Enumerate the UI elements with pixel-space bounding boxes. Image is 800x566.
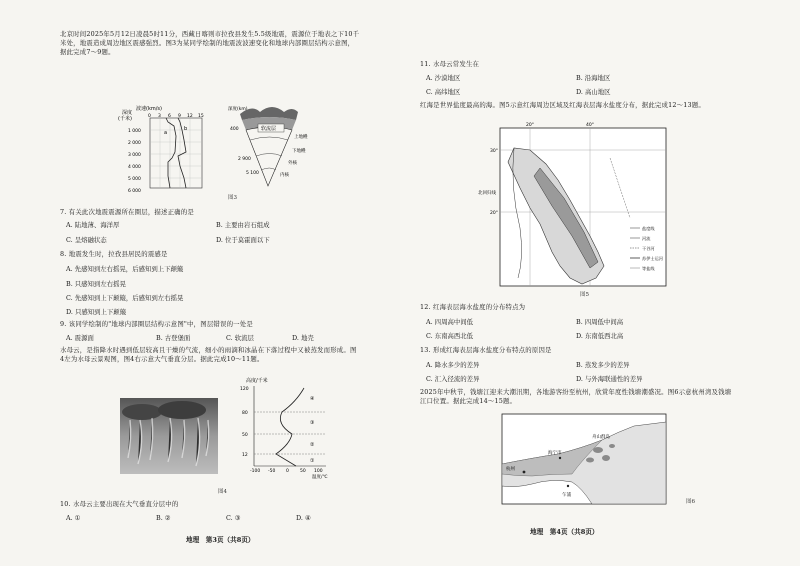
intro-q14-15: 2025年中秋节，钱塘江迎来大潮汛期，各地游客纷至杭州，欣赏年度性钱塘潮盛况。图6示意杭州湾及钱塘江口位置。据此完成14～15题。	[420, 388, 732, 405]
intro-q12-13: 红海是世界盐度最高的海。图5示意红海周边区域及红海表层海水盐度分布，据此完成12～13题。	[420, 101, 705, 109]
q8-stem: 8. 地震发生时，拉孜县居民的震感是	[60, 250, 168, 258]
curve-label-a: a	[164, 130, 168, 136]
x-tick-3: 9	[178, 114, 181, 119]
legend-isohaline: 等盐线	[642, 266, 655, 271]
q13-option-a[interactable]: A. 降水多少的差异	[426, 361, 480, 369]
layers-depth-label: 深度(km)	[228, 107, 248, 112]
red-sea-map	[478, 123, 666, 286]
q9-option-c[interactable]: C. 软流层	[226, 334, 254, 342]
q7-option-b[interactable]: B. 主要由岩石组成	[216, 221, 270, 229]
right-page-footer: 地理 第4页（共8页）	[530, 528, 599, 536]
graph-xlabel: 波速(km/s)	[136, 106, 162, 112]
q13-option-d[interactable]: D. 与外海联通性的差异	[576, 375, 643, 383]
atm-x-tick-2: 0	[286, 469, 289, 474]
legend-dry-river: 干谷河	[642, 246, 655, 251]
map-place-label: 北回归线	[478, 191, 496, 196]
atm-x-tick-4: 100	[314, 469, 323, 474]
graph-ylabel-1: 深度	[122, 110, 133, 116]
depth-label-5100: 5 100	[246, 171, 259, 176]
x-tick-4: 12	[187, 114, 193, 119]
q10-option-c[interactable]: C. ③	[226, 514, 241, 522]
atm-zone-3: ③	[310, 420, 315, 426]
q7-option-c[interactable]: C. 呈熔融状态	[66, 236, 107, 244]
y-tick-3: 4 000	[128, 165, 141, 170]
q11-stem: 11. 水母云常发生在	[420, 60, 480, 68]
atm-y-tick-120: 120	[240, 387, 249, 392]
map-label-haining: 海宁市	[548, 451, 562, 456]
figure-3-layers-diagram	[228, 100, 312, 188]
intro-q7-9: 北京时间2025年5月12日凌晨5时11分，西藏日喀则市拉孜县发生5.5级地震，震源位于地表之下10千米处，地震造成周边地区震感强烈。图3为某同学绘制的地震波波速变化和地球内部圈层结构示意图，据此完成7～9题。	[60, 30, 360, 56]
figure-5-caption: 图5	[580, 292, 589, 298]
q8-option-a[interactable]: A. 先感知到左右摇晃，后感知到上下颠簸	[66, 265, 184, 273]
q8-option-d[interactable]: D. 只感知到上下颠簸	[66, 308, 127, 316]
q11-option-a[interactable]: A. 沙漠地区	[426, 74, 461, 82]
q7-stem: 7. 有关此次地震震源所在圈层，描述正确的是	[60, 208, 194, 216]
atm-x-tick-1: -50	[268, 469, 276, 474]
q12-option-a[interactable]: A. 四周高中间低	[426, 318, 474, 326]
curve-label-b: b	[184, 126, 188, 132]
q12-option-c[interactable]: C. 东南高西北低	[426, 332, 474, 340]
figure-3-wave-graph	[118, 106, 218, 194]
jellyfish-cloud-photo	[120, 398, 218, 474]
q8-option-b[interactable]: B. 只感知到左右摇晃	[66, 280, 126, 288]
y-tick-2: 3 000	[128, 153, 141, 158]
x-tick-0: 0	[148, 114, 151, 119]
atmosphere-layer-graph	[238, 378, 334, 478]
q12-stem: 12. 红海表层海水盐度的分布特点为	[420, 303, 526, 311]
map-lon-40: 40°	[586, 123, 594, 128]
graph-ylabel-2: (千米)	[118, 116, 132, 122]
figure-6-caption: 图6	[686, 499, 695, 505]
layer-label-asthenosphere: 软流层	[261, 126, 277, 132]
atm-x-tick-3: 50	[300, 469, 306, 474]
atm-zone-2: ②	[310, 442, 315, 448]
q12-option-d[interactable]: D. 东南低西北高	[576, 332, 624, 340]
q9-stem: 9. 该同学绘制的"地球内部圈层结构示意图"中，图层错误的一处是	[60, 320, 253, 328]
q12-option-b[interactable]: B. 四周低中间高	[576, 318, 624, 326]
q11-option-c[interactable]: C. 高纬地区	[426, 88, 461, 96]
y-tick-4: 5 000	[128, 177, 141, 182]
atm-x-tick-0: -100	[250, 469, 261, 474]
figure-4-caption: 图4	[218, 489, 227, 495]
layer-label-upper-mantle: 上地幔	[294, 135, 308, 140]
q8-option-c[interactable]: C. 先感知到上下颠簸，后感知到左右摇晃	[66, 294, 184, 302]
atm-ylabel: 高度/千米	[246, 378, 268, 384]
q11-option-d[interactable]: D. 高山地区	[576, 88, 611, 96]
intro-q10-11: 水母云，是指降水时遇到低层较高且干燥的气流，细小的雨滴和冰晶在下落过程中又被蒸发而形成。图4左为水母云景观图，图4右示意大气垂直分层。据此完成10～11题。	[60, 346, 357, 363]
legend-salinity: 盐度线	[642, 226, 655, 231]
x-tick-2: 6	[168, 114, 171, 119]
q9-option-d[interactable]: D. 地壳	[292, 334, 314, 342]
layer-label-lower-mantle: 下地幔	[292, 149, 306, 154]
q10-option-a[interactable]: A. ①	[66, 514, 81, 522]
y-tick-5: 6 000	[128, 189, 141, 194]
figure-3-caption: 图3	[228, 195, 237, 201]
hangzhou-bay-map	[502, 414, 666, 504]
atm-xlabel: 温度/℃	[312, 475, 328, 480]
layer-label-outer-core: 外核	[288, 161, 297, 166]
q10-stem: 10. 水母云主要出现在大气垂直分层中的	[60, 500, 179, 508]
atm-y-tick-50: 50	[242, 433, 248, 438]
depth-label-400: 400	[230, 127, 239, 132]
atm-zone-1: ①	[310, 458, 315, 464]
y-tick-1: 2 000	[128, 141, 141, 146]
q9-option-b[interactable]: B. 古登堡面	[156, 334, 191, 342]
legend-suez-canal: 苏伊士运河	[642, 256, 663, 261]
layer-label-inner-core: 内核	[280, 173, 289, 178]
q7-option-d[interactable]: D. 位于莫霍面以下	[216, 236, 270, 244]
q13-stem: 13. 形成红海表层海水盐度分布特点的原因是	[420, 346, 552, 354]
x-tick-1: 3	[158, 114, 161, 119]
y-tick-0: 1 000	[128, 129, 141, 134]
x-tick-5: 15	[198, 114, 204, 119]
map-label-hangzhou: 杭州	[506, 467, 515, 472]
q11-option-b[interactable]: B. 沿海地区	[576, 74, 611, 82]
q10-option-b[interactable]: B. ②	[156, 514, 171, 522]
q7-option-a[interactable]: A. 陆地薄、海洋厚	[66, 221, 120, 229]
map-lat-20: 20°	[490, 211, 498, 216]
q9-option-a[interactable]: A. 震源面	[66, 334, 94, 342]
q13-option-b[interactable]: B. 蒸发多少的差异	[576, 361, 630, 369]
right-page	[400, 0, 800, 566]
map-lat-30: 30°	[490, 149, 498, 154]
map-label-zhapu: 乍浦	[562, 493, 571, 498]
atm-y-tick-12: 12	[242, 453, 248, 458]
q10-option-d[interactable]: D. ④	[296, 514, 311, 522]
depth-label-2900: 2 900	[238, 157, 251, 162]
map-lon-20: 20°	[526, 123, 534, 128]
atm-zone-4: ④	[310, 396, 315, 402]
map-label-zhoushan: 舟山群岛	[592, 435, 610, 440]
legend-river: 河流	[642, 236, 651, 241]
left-page-footer: 地理 第3页（共8页）	[186, 536, 255, 544]
q13-option-c[interactable]: C. 汇入径流的差异	[426, 375, 480, 383]
atm-y-tick-80: 80	[242, 411, 248, 416]
